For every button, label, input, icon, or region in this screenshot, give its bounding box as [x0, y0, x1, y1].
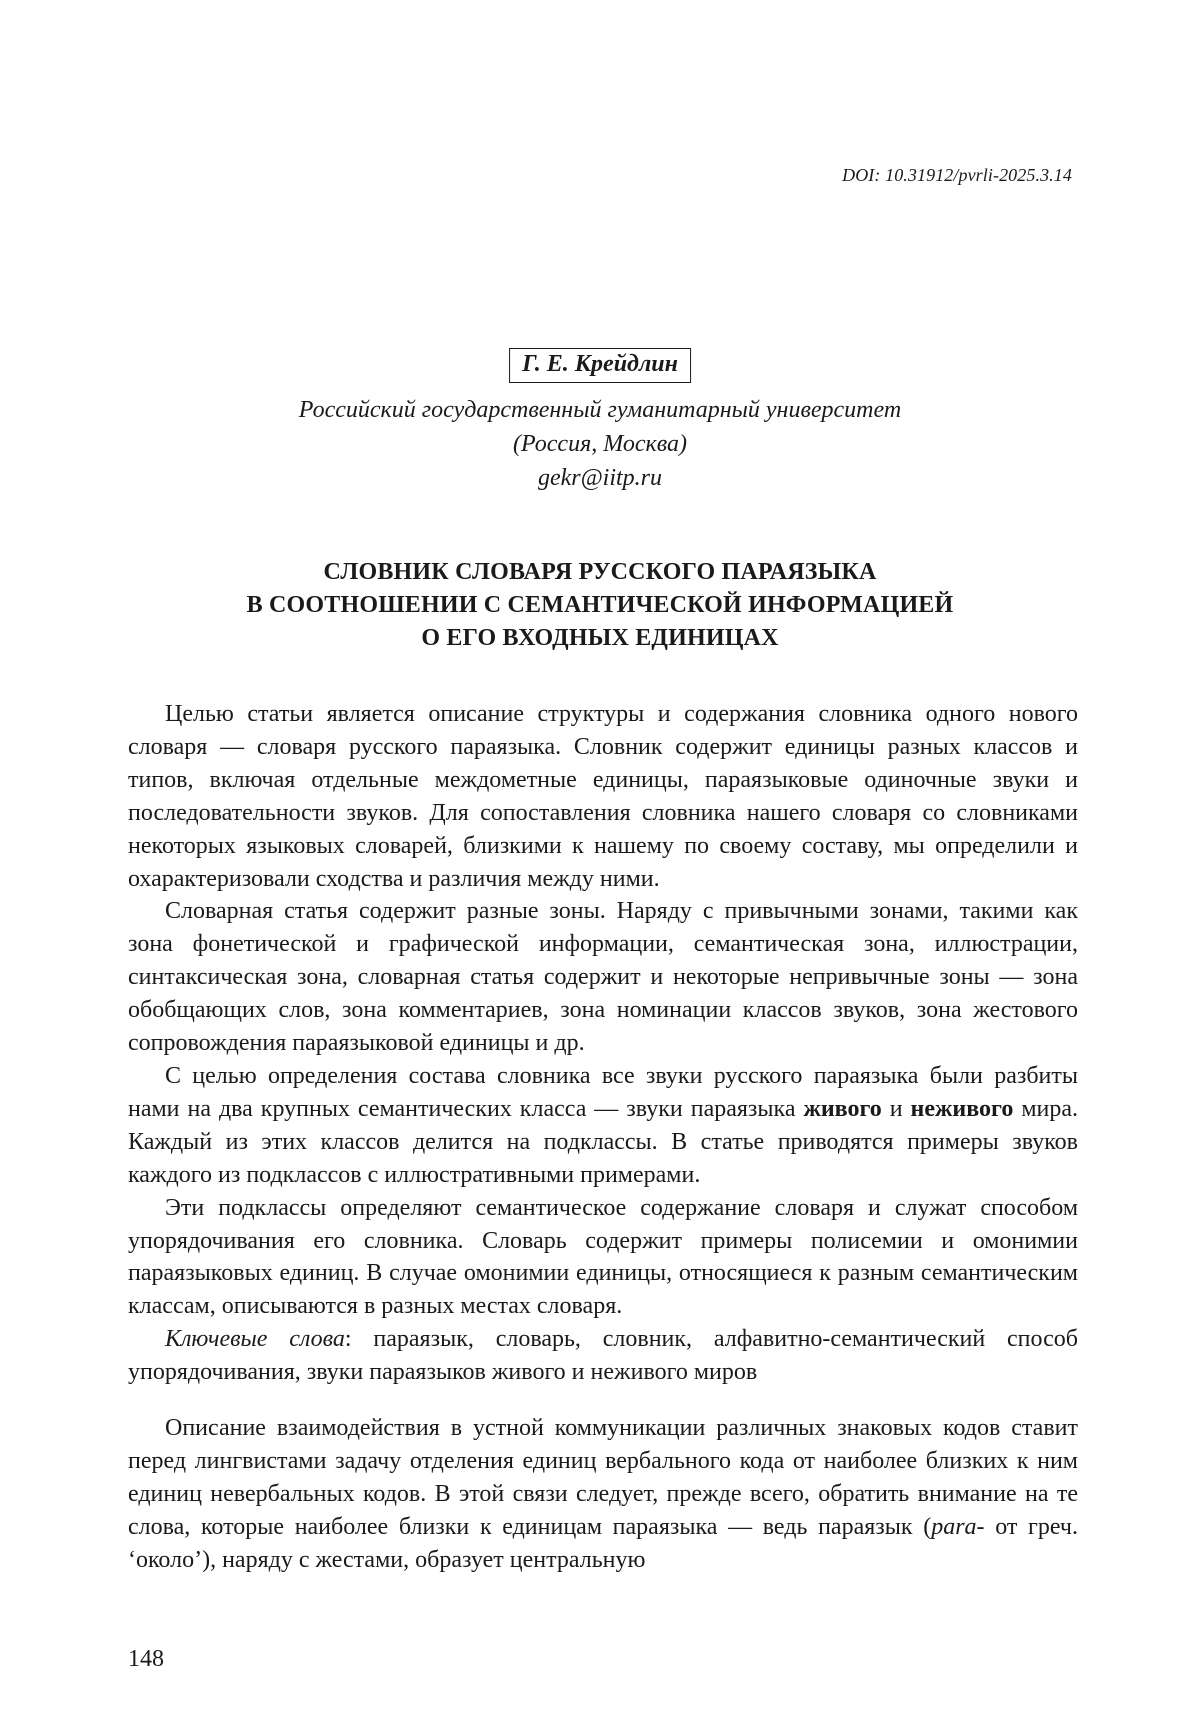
- intro-italic-term: para-: [931, 1513, 985, 1540]
- abstract-p3-text-start: С целью определения состава словника все звуки русского параязыка были разбиты нами на два крупных семантических класса — звуки параязыка: [128, 1062, 1078, 1122]
- emphasis-nonliving: неживого: [910, 1095, 1014, 1122]
- abstract-p3-text-end: мира. Каждый из этих классов делится на подклассы. В статье приводятся примеры звуков каждого из подклассов с иллюстративными примерами.: [128, 1095, 1079, 1188]
- keywords-text: : параязык, словарь, словник, алфавитно-семантический способ упорядочивания, звуки параязыков живого и неживого миров: [128, 1326, 1078, 1386]
- title-line-2: В СООТНОШЕНИИ С СЕМАНТИЧЕСКОЙ ИНФОРМАЦИЕЙ: [246, 592, 954, 618]
- title-line-1: СЛОВНИК СЛОВАРЯ РУССКОГО ПАРАЯЗЫКА: [323, 559, 877, 585]
- emphasis-living: живого: [803, 1095, 882, 1122]
- doi-identifier: DOI: 10.31912/pvrli-2025.3.14: [842, 165, 1072, 185]
- page-number: 148: [128, 1646, 164, 1672]
- keywords-label: Ключевые слова: [165, 1326, 345, 1353]
- author-name: Г. Е. Крейдлин: [509, 348, 691, 383]
- intro-paragraph-1: [128, 1412, 1078, 1577]
- keywords: [128, 1323, 1078, 1389]
- abstract-paragraph-1: Целью статьи является описание структуры и содержания словника одного нового словаря — словаря русского параязыка. Словник содержит единицы разных классов и типов, включая отдельные междометные единицы, параязыковые одиночные звуки и последовательности звуков. Для сопоставления словника нашего словаря со словниками некоторых языковых словарей, близкими к нашему по своему составу, мы определили и охарактеризовали сходства и различия между ними.: [128, 701, 1078, 892]
- article-title: [0, 556, 1200, 655]
- title-line-3: О ЕГО ВХОДНЫХ ЕДИНИЦАХ: [421, 625, 779, 651]
- abstract-p3-text-mid: и: [881, 1095, 911, 1122]
- affiliation-location: (Россия, Москва): [512, 431, 688, 457]
- intro-p1-text-end: от греч. ‘около’), наряду с жестами, образует центральную: [128, 1513, 1078, 1573]
- author-affiliation-block: [0, 393, 1200, 495]
- intro-p1-text-start: Описание взаимодействия в устной коммуникации различных знаковых кодов ставит перед лингвистами задачу отделения единиц вербального кода от наиболее близких к ним единиц невербальных кодов. В этой связи следует, прежде всего, обратить внимание на те слова, которые наиболее близки к единицам параязыка — ведь параязык (: [128, 1415, 1078, 1540]
- affiliation-university: Российский государственный гуманитарный университет: [298, 397, 902, 423]
- abstract: [128, 698, 1078, 1389]
- abstract-paragraph-3: [128, 1060, 1078, 1192]
- intro-text: [128, 1412, 1078, 1577]
- abstract-paragraph-2: Словарная статья содержит разные зоны. Наряду с привычными зонами, такими как зона фонетической и графической информации, семантическая зона, иллюстрации, синтаксическая зона, словарная статья содержит и некоторые непривычные зоны — зона обобщающих слов, зона комментариев, зона номинации классов звуков, зона жестового сопровождения параязыковой единицы и др.: [128, 898, 1078, 1057]
- author-email: gekr@iitp.ru: [537, 465, 663, 491]
- abstract-paragraph-4: Эти подклассы определяют семантическое содержание словаря и служат способом упорядочивания его словника. Словарь содержит примеры полисемии и омонимии параязыковых единиц. В случае омонимии единицы, относящиеся к разным семантическим классам, описываются в разных местах словаря.: [128, 1194, 1078, 1320]
